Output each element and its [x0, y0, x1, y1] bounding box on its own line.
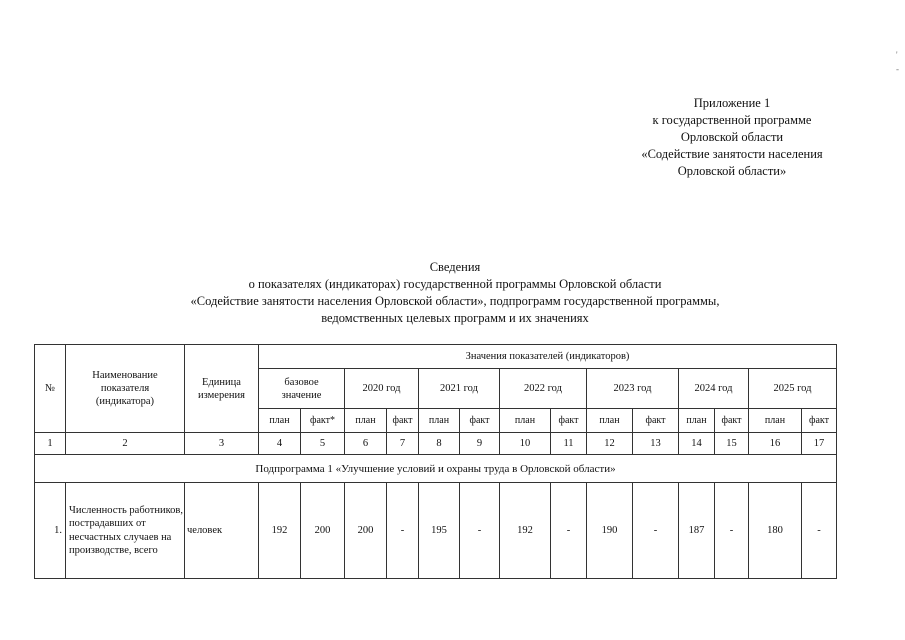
row-value: 200: [345, 483, 387, 579]
subheader-fact: факт*: [301, 409, 345, 433]
subheader-plan: план: [749, 409, 802, 433]
margin-mark: ': [896, 50, 898, 60]
column-number: 11: [551, 433, 587, 455]
column-number: 9: [460, 433, 500, 455]
column-number: 4: [259, 433, 301, 455]
header-year: 2021 год: [419, 369, 500, 409]
row-value: 192: [500, 483, 551, 579]
subheader-plan: план: [587, 409, 633, 433]
appendix-note: [612, 95, 852, 180]
column-number: 14: [679, 433, 715, 455]
row-value: 187: [679, 483, 715, 579]
header-year: 2023 год: [587, 369, 679, 409]
header-year-2020: 2020 год: [345, 369, 419, 409]
row-value: -: [460, 483, 500, 579]
subheader-fact: факт: [551, 409, 587, 433]
column-number: 1: [35, 433, 66, 455]
subheader-plan: план: [345, 409, 387, 433]
header-base-value: базовое значение: [259, 369, 345, 409]
row-value: 190: [587, 483, 633, 579]
subheader-plan: план: [419, 409, 460, 433]
title-line: ведомственных целевых программ и их значениях: [321, 311, 589, 325]
column-number: 12: [587, 433, 633, 455]
column-number: 6: [345, 433, 387, 455]
row-value: 195: [419, 483, 460, 579]
subheader-plan: план: [679, 409, 715, 433]
subprogram-row: Подпрограмма 1 «Улучшение условий и охраны труда в Орловской области»: [35, 455, 837, 483]
title-line: «Содействие занятости населения Орловской области», подпрограмм государственной программы,: [190, 294, 720, 308]
indicators-table: [34, 344, 837, 579]
appendix-line: Приложение 1: [693, 96, 771, 110]
header-year: 2022 год: [500, 369, 587, 409]
column-number: 13: [633, 433, 679, 455]
column-number: 7: [387, 433, 419, 455]
column-number: 16: [749, 433, 802, 455]
table-row: [35, 483, 837, 579]
margin-mark: -: [896, 64, 899, 74]
subheader-fact: факт: [715, 409, 749, 433]
document-title: [40, 259, 870, 327]
subheader-fact: факт: [387, 409, 419, 433]
column-number: 2: [66, 433, 185, 455]
row-value: -: [387, 483, 419, 579]
subheader-fact: факт: [802, 409, 837, 433]
appendix-line: к государственной программе: [652, 113, 812, 127]
row-value: -: [633, 483, 679, 579]
row-value: 200: [301, 483, 345, 579]
subheader-plan: план: [500, 409, 551, 433]
column-number: 3: [185, 433, 259, 455]
row-unit: человек: [185, 483, 259, 579]
subheader-plan: план: [259, 409, 301, 433]
header-unit: Единица измерения: [185, 345, 259, 433]
row-value: 192: [259, 483, 301, 579]
column-number: 10: [500, 433, 551, 455]
title-line: о показателях (индикаторах) государственной программы Орловской области: [248, 277, 662, 291]
header-no: №: [35, 345, 66, 433]
column-number: 15: [715, 433, 749, 455]
title-line: Сведения: [429, 260, 481, 274]
row-value: -: [715, 483, 749, 579]
appendix-line: «Содействие занятости населения: [641, 147, 823, 161]
row-no: 1.: [35, 483, 66, 579]
row-value: -: [551, 483, 587, 579]
header-year: 2024 год: [679, 369, 749, 409]
row-indicator-name: Численность работников, пострадавших от несчастных случаев на производстве, всего: [66, 483, 185, 579]
header-year: 2025 год: [749, 369, 837, 409]
row-value: -: [802, 483, 837, 579]
header-name: Наименование показателя (индикатора): [66, 345, 185, 433]
row-value: 180: [749, 483, 802, 579]
subheader-fact: факт: [633, 409, 679, 433]
column-number: 5: [301, 433, 345, 455]
column-number: 8: [419, 433, 460, 455]
subheader-fact: факт: [460, 409, 500, 433]
appendix-line: Орловской области: [680, 130, 784, 144]
header-values: Значения показателей (индикаторов): [259, 345, 837, 369]
appendix-line: Орловской области»: [677, 164, 787, 178]
column-number: 17: [802, 433, 837, 455]
